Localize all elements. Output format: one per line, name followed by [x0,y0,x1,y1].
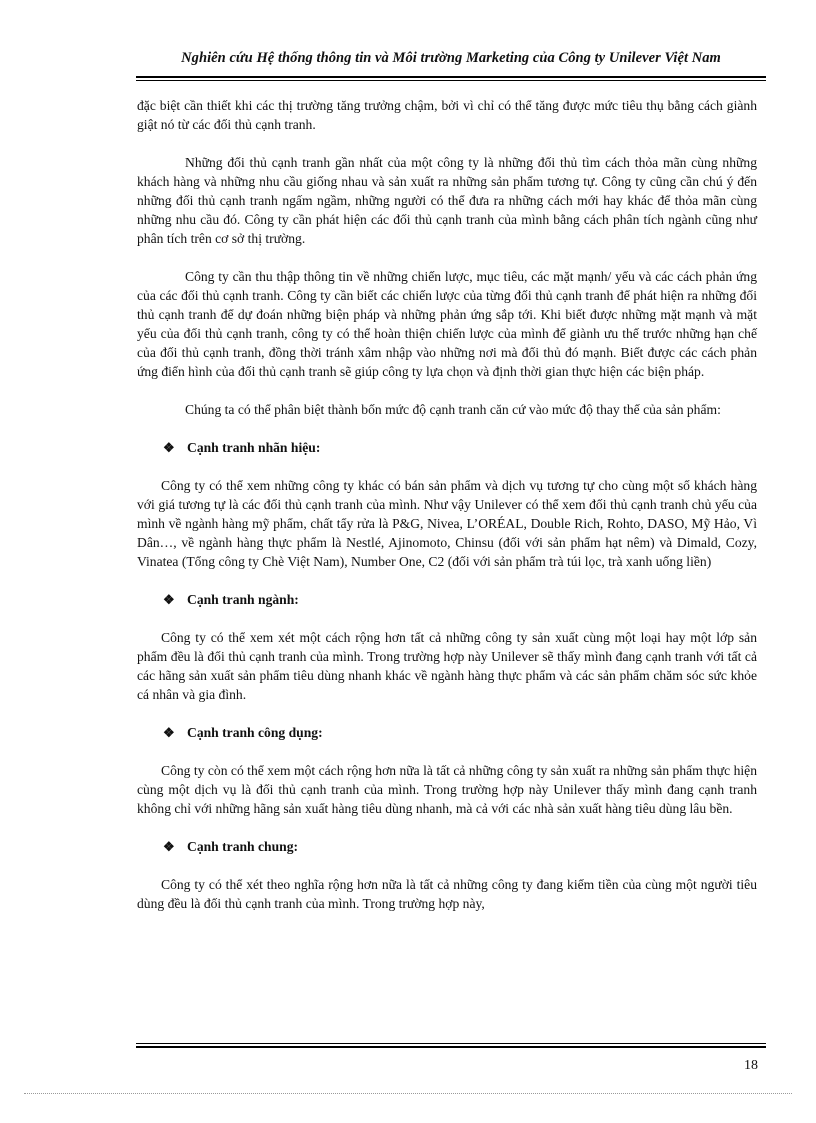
page-bottom-dotted-line [24,1093,792,1094]
paragraph-competition-levels: Chúng ta có thể phân biệt thành bốn mức độ cạnh tranh căn cứ vào mức độ thay thế của sản phẩm: [185,402,721,417]
page-number: 18 [744,1058,758,1073]
heading-label: Cạnh tranh ngành: [187,592,299,607]
heading-generic-competition [137,837,757,856]
heading-label: Cạnh tranh chung: [187,839,299,854]
diamond-bullet-icon: ❖ [163,839,175,854]
paragraph-form-competition: Công ty còn có thể xem một cách rộng hơn nữa là tất cả những công ty sản xuất ra những sản phẩm thực hiện cùng một dịch vụ là đối thủ cạnh tranh của mình. Trong trường hợp này Unilever thấy mình đang cạnh tranh không chỉ với những hãng sản xuất hàng tiêu dùng nhanh, mà cả với các nhà sản xuất hàng tiêu dùng lâu bền. [137,763,757,816]
body-content [137,96,757,913]
heading-form-competition [137,723,757,742]
header-rule-thick [136,76,766,78]
diamond-bullet-icon: ❖ [163,592,175,607]
running-header-title: Nghiên cứu Hệ thống thông tin và Môi trường Marketing của Công ty Unilever Việt Nam [181,50,721,66]
paragraph-competitor-information: Công ty cần thu thập thông tin về những chiến lược, mục tiêu, các mặt mạnh/ yếu và các cách phản ứng của các đối thủ cạnh tranh. Công ty cần biết các chiến lược của từng đối thủ cạnh tranh để phát hiện ra những đối thủ cạnh tranh để dự đoán những biện pháp và những phản ứng sắp tới. Khi biết được những mặt mạnh và mặt yếu của đối thủ cạnh tranh, công ty có thể hoàn thiện chiến lược của mình để giành ưu thế trước những hạn chế của đối thủ cạnh tranh, đồng thời tránh xâm nhập vào những nơi mà đối thủ đó mạnh. Biết được các cách phản ứng điển hình của đối thủ cạnh tranh sẽ giúp công ty lựa chọn và định thời gian thực hiện các biện pháp. [137,269,757,379]
paragraph-continuation: đặc biệt cần thiết khi các thị trường tăng trưởng chậm, bởi vì chỉ có thể tăng được mức tiêu thụ bằng cách giành giật nó từ các đối thủ cạnh tranh. [137,98,757,132]
heading-label: Cạnh tranh nhãn hiệu: [187,440,321,455]
paragraph-brand-competition: Công ty có thể xem những công ty khác có bán sản phẩm và dịch vụ tương tự cho cùng một số khách hàng với giá tương tự là các đối thủ cạnh tranh của mình. Như vậy Unilever có thể xem đối thủ cạnh tranh chủ yếu của mình về ngành hàng mỹ phẩm, chất tẩy rửa là P&G, Nivea, L’ORÉAL, Double Rich, Rohto, DASO, Mỹ Hảo, Vì Dân…, về ngành hàng thực phẩm là Nestlé, Ajinomoto, Chinsu (đối với sản phẩm hạt nêm) và Dimald, Cozy, Vinatea (Tổng công ty Chè Việt Nam), Number One, C2 (đối với sản phẩm trà túi lọc, trà xanh uống liền) [137,478,757,569]
diamond-bullet-icon: ❖ [163,440,175,455]
footer-rule-thin [136,1043,766,1044]
heading-industry-competition [137,590,757,609]
heading-brand-competition [137,438,757,457]
heading-label: Cạnh tranh công dụng: [187,725,323,740]
footer-rule-thick [136,1046,766,1048]
paragraph-industry-competition: Công ty có thể xem xét một cách rộng hơn tất cả những công ty sản xuất cùng một loại hay một lớp sản phẩm đều là đối thủ cạnh tranh của mình. Trong trường hợp này Unilever sẽ thấy mình đang cạnh tranh với tất cả các hãng sản xuất sản phẩm tiêu dùng nhanh khác về ngành hàng thực phẩm và các sản phẩm chăm sóc sức khỏe cá nhân và gia đình. [137,630,757,702]
header-rule-thin [136,80,766,81]
diamond-bullet-icon: ❖ [163,725,175,740]
paragraph-nearest-competitors: Những đối thủ cạnh tranh gần nhất của một công ty là những đối thủ tìm cách thỏa mãn cùng những khách hàng và những nhu cầu giống nhau và sản xuất ra những sản phẩm tương tự. Công ty cũng cần chú ý đến những đối thủ cạnh tranh ngấm ngầm, những người có thể đưa ra những cách mới hay khác để thỏa mãn cùng những nhu cầu đó. Công ty cần phát hiện các đối thủ cạnh tranh của mình bằng cách phân tích ngành cũng như phân tích trên cơ sở thị trường. [137,155,757,246]
paragraph-generic-competition: Công ty có thể xét theo nghĩa rộng hơn nữa là tất cả những công ty đang kiếm tiền của cùng một người tiêu dùng đều là đối thủ cạnh tranh của mình. Trong trường hợp này, [137,877,757,911]
